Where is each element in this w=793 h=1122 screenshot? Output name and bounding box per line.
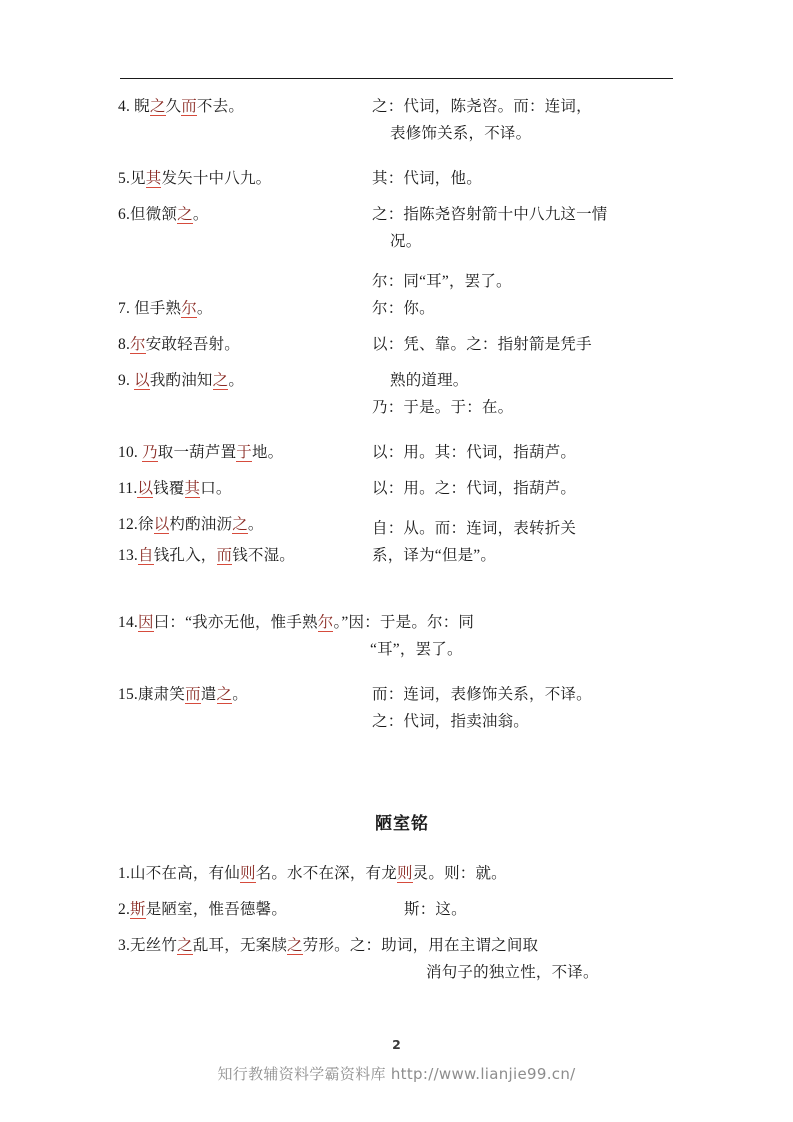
sentence-part: 见 (130, 170, 146, 187)
entry-annotation (368, 511, 678, 542)
document-content (118, 93, 678, 986)
entry-number: 9. (118, 372, 131, 389)
entry-sentence (118, 295, 368, 322)
entry-sentence (118, 93, 368, 120)
spacer (118, 358, 678, 367)
entry-row (118, 475, 678, 502)
entry-number: 11. (118, 480, 138, 497)
annotation-line: 以：用。之：代词，指葫芦。 (372, 480, 577, 497)
sentence-part: 杓酌油沥 (169, 516, 233, 533)
entry-sentence (118, 439, 368, 466)
entry-sentence (118, 367, 368, 394)
entry-annotation (368, 367, 678, 421)
entry-number: 2. (118, 901, 131, 918)
entry-number: 8. (118, 336, 131, 353)
entry-sentence (118, 475, 368, 502)
keyword: 之 (216, 686, 233, 703)
sentence-part: 乱耳，无案牍 (192, 937, 288, 954)
entry-row (118, 896, 678, 923)
keyword: 之 (177, 937, 193, 954)
sentence-part: 地。 (251, 444, 284, 461)
sentence-part: 口。 (200, 480, 232, 497)
annotation-line: 自：从。而：连词，表转折关 (372, 520, 577, 537)
annotation-line: 以：用。其：代词，指葫芦。 (372, 444, 577, 461)
entry-sentence (118, 511, 368, 538)
entry-sentence (118, 165, 368, 192)
keyword: 则 (239, 865, 256, 882)
spacer (118, 569, 678, 609)
entry-row (118, 295, 678, 322)
spacer (372, 255, 678, 268)
sentence-part: 。” (333, 614, 349, 631)
entry-number: 14. (118, 614, 138, 631)
annotation-line: 之：代词，指卖油翁。 (372, 713, 530, 730)
entry-number: 5. (118, 170, 131, 187)
entry-sentence (118, 331, 368, 358)
keyword: 尔 (130, 336, 146, 353)
annotation-line: 乃：于是。于：在。 (372, 399, 514, 416)
keyword: 于 (236, 444, 252, 461)
sentence-part: 睨 (130, 98, 150, 115)
entry-number: 7. (118, 300, 131, 317)
keyword: 其 (184, 480, 201, 497)
entry-annotation (368, 255, 678, 295)
keyword: 以 (137, 480, 154, 497)
keyword: 之 (287, 937, 303, 954)
sentence-part: 我酌油知 (149, 372, 213, 389)
annotation-line: 尔：你。 (372, 300, 435, 317)
entry-row (118, 681, 678, 735)
keyword: 而 (181, 98, 197, 115)
annotation-line: 而：连词，表修饰关系，不译。 (372, 686, 592, 703)
entry-sentence (118, 896, 400, 923)
sentence-part: 曰：“我亦无他，惟手熟 (153, 614, 318, 631)
entry-sentence (118, 681, 368, 708)
sentence-part: 久 (165, 98, 182, 115)
entry-sentence-with-annotation (118, 609, 678, 636)
sentence-part: 发矢十中八九。 (161, 170, 272, 187)
entry-annotation (368, 93, 678, 147)
section-title: 陋室铭 (375, 814, 429, 834)
footer-credit: 知行教辅资料学霸资料库 http://www.lianjie99.cn/ (217, 1065, 576, 1083)
sentence-part: 。 (232, 686, 248, 703)
entry-row (118, 165, 678, 192)
sentence-part: 钱不湿。 (232, 547, 296, 564)
sentence-part: 名。水不在深，有龙 (255, 865, 397, 882)
entry-row (118, 331, 678, 358)
entry-row (118, 201, 678, 255)
spacer (118, 834, 678, 860)
entry-annotation (368, 201, 678, 255)
entry-sentence-placeholder (118, 255, 368, 282)
sentence-part: 康肃笑 (137, 686, 186, 703)
entry-number: 12. (118, 516, 138, 533)
keyword: 之 (149, 98, 166, 115)
entry-number: 15. (118, 686, 138, 703)
keyword: 以 (134, 372, 150, 389)
keyword: 则 (396, 865, 413, 882)
page-number: 2 (392, 1037, 401, 1052)
sentence-part: 。 (247, 516, 264, 533)
keyword: 而 (185, 686, 201, 703)
entry-annotation (368, 542, 678, 569)
keyword: 自 (137, 547, 154, 564)
annotation-line: 之：助词，用在主谓之间取 (349, 937, 539, 954)
entry-number: 6. (118, 206, 131, 223)
annotation-line: 之：指陈尧咨射箭十中八九这一情 (372, 206, 608, 223)
spacer (118, 192, 678, 201)
entry-annotation (368, 165, 678, 192)
sentence-part: 遣 (200, 686, 217, 703)
annotation-line: 消句子的独立性，不译。 (426, 964, 599, 981)
sentence-part: 钱覆 (153, 480, 185, 497)
sentence-part: 无丝竹 (130, 937, 178, 954)
sentence-part: 山不在高，有仙 (130, 865, 240, 882)
sentence-part: 。 (228, 372, 245, 389)
entry-row (118, 542, 678, 569)
keyword: 之 (212, 372, 229, 389)
spacer (118, 421, 678, 439)
spacer (118, 735, 678, 809)
entry-row (118, 860, 678, 887)
spacer (118, 322, 678, 331)
sentence-part: 灵。 (412, 865, 445, 882)
header-divider (120, 78, 673, 79)
keyword: 以 (153, 516, 170, 533)
entry-number: 10. (118, 444, 138, 461)
sentence-part: 钱孔入， (153, 547, 217, 564)
sentence-part: 不去。 (196, 98, 245, 115)
entry-annotation (368, 439, 678, 466)
keyword: 尔 (317, 614, 334, 631)
entry-annotation (400, 896, 678, 923)
spacer (118, 466, 678, 475)
spacer (118, 923, 678, 932)
entry-sentence-with-annotation (118, 860, 678, 887)
keyword: 斯 (130, 901, 146, 918)
spacer (118, 502, 678, 511)
spacer (118, 887, 678, 896)
entry-row (118, 439, 678, 466)
entry-row (118, 93, 678, 147)
keyword: 而 (216, 547, 233, 564)
annotation-line: 熟的道理。 (390, 372, 469, 389)
keyword: 因 (137, 614, 154, 631)
keyword: 尔 (181, 300, 197, 317)
sentence-part: 。 (196, 300, 213, 317)
annotation-line: 表修饰关系，不译。 (390, 125, 532, 142)
spacer (118, 147, 678, 165)
entry-sentence (118, 542, 368, 569)
annotation-line: 斯：这。 (404, 901, 467, 918)
annotation-line: “耳”，罢了。 (370, 641, 463, 658)
entry-annotation (368, 331, 678, 358)
annotation-line: 尔：同“耳”，罢了。 (372, 273, 512, 290)
entry-number: 13. (118, 547, 138, 564)
keyword: 之 (177, 206, 193, 223)
entry-row (118, 255, 678, 295)
entry-annotation (368, 295, 678, 322)
annotation-line: 其：代词，他。 (372, 170, 482, 187)
annotation-line: 系，译为“但是”。 (372, 547, 497, 564)
sentence-part: 是陋室，惟吾德馨。 (145, 901, 288, 918)
annotation-line: 以：凭、靠。之：指射箭是凭手 (372, 336, 592, 353)
keyword: 乃 (142, 444, 158, 461)
entry-row (118, 367, 678, 421)
entry-annotation (368, 681, 678, 735)
sentence-part: 但手熟 (130, 300, 182, 317)
annotation-line: 因：于是。尔：同 (348, 614, 475, 631)
annotation-line: 之：代词，陈尧咨。而：连词， (372, 98, 592, 115)
entry-row (118, 609, 678, 663)
sentence-part: 徐 (137, 516, 154, 533)
entry-number: 3. (118, 937, 131, 954)
keyword: 之 (232, 516, 248, 533)
keyword: 其 (145, 170, 162, 187)
sentence-part: 安敢轻吾射。 (145, 336, 240, 353)
entry-row (118, 932, 678, 986)
entry-number: 1. (118, 865, 131, 882)
annotation-line: 况。 (390, 233, 422, 250)
entry-row (118, 511, 678, 542)
sentence-part: 。 (192, 206, 209, 223)
sentence-part: 取一葫芦置 (157, 444, 237, 461)
entry-number: 4. (118, 98, 131, 115)
annotation-line: 则：就。 (444, 865, 507, 882)
sentence-part: 但微颔 (130, 206, 178, 223)
entry-sentence (118, 201, 368, 228)
spacer (118, 663, 678, 681)
entry-annotation (368, 475, 678, 502)
sentence-part: 劳形。 (302, 937, 350, 954)
entry-sentence-with-annotation (118, 932, 678, 959)
